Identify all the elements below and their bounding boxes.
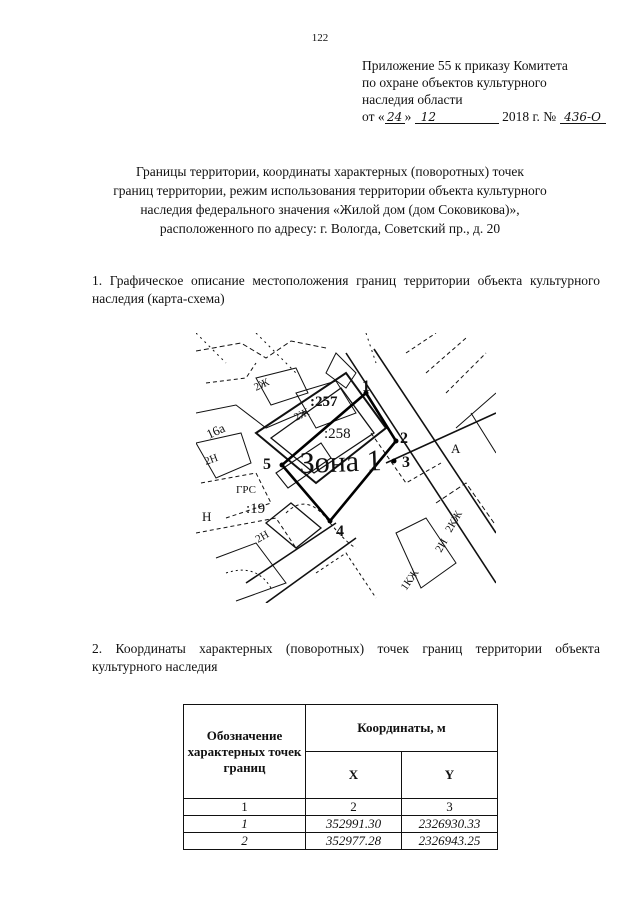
building-label: 2Н <box>202 451 220 468</box>
title-line-1: Границы территории, координаты характерных (поворотных) точек <box>136 164 524 179</box>
building-label: 1КЖ <box>398 567 422 593</box>
document-title <box>80 162 580 238</box>
date-prefix: от « <box>362 109 385 124</box>
column-index-row <box>184 799 498 816</box>
building-label: 2Н <box>433 536 451 555</box>
table-row <box>184 833 498 850</box>
building-label: 2Ж <box>252 376 272 394</box>
date-month: 12 <box>415 111 499 124</box>
point-label-5: 5 <box>263 456 271 473</box>
table-cell: 2326943.25 <box>402 833 498 850</box>
table-cell: 2 <box>184 833 306 850</box>
section-2-heading: 2. Координаты характерных (поворотных) точек границ территории объекта культурного наследия <box>92 641 600 674</box>
boundary-point-3 <box>392 459 397 464</box>
coordinates-table <box>183 704 498 850</box>
building-label: А <box>451 441 461 456</box>
title-line-4: расположенного по адресу: г. Вологда, Советский пр., д. 20 <box>159 221 501 236</box>
building-label: 2Ж <box>292 406 312 424</box>
building-label: 2КЖ <box>443 508 465 535</box>
building-label: 2Н <box>253 528 272 546</box>
point-label-1: 1 <box>362 378 370 395</box>
table-cell: 352991.30 <box>306 816 402 833</box>
table-cell: 1 <box>184 799 306 816</box>
cadastral-map-scheme <box>196 333 496 603</box>
date-mid: » <box>404 109 412 124</box>
appendix-line-1: Приложение 55 к приказу Комитета <box>362 58 568 73</box>
point-label-3: 3 <box>402 454 410 471</box>
section-1-heading: 1. Графическое описание местоположения границ территории объекта культурного наследия (карта-схема) <box>92 273 600 306</box>
parcel-label-19: :19 <box>246 501 266 517</box>
table-header-row <box>184 705 498 752</box>
col-y-header: Y <box>402 752 498 799</box>
title-line-3: наследия федерального значения «Жилой дом (дом Соковикова)», <box>140 202 520 217</box>
parcel-label-257: :257 <box>310 394 338 410</box>
zone-label: Зона 1 <box>299 444 383 480</box>
building-label: ГРС <box>236 484 256 496</box>
table-cell: 3 <box>402 799 498 816</box>
table-cell: 2326930.33 <box>402 816 498 833</box>
col-x-header: X <box>306 752 402 799</box>
table-cell: 352977.28 <box>306 833 402 850</box>
appendix-line-2: по охране объектов культурного <box>362 75 547 90</box>
point-label-4: 4 <box>336 523 344 540</box>
table-cell: 2 <box>306 799 402 816</box>
col-point-designation-header: Обозначение характерных точек границ <box>184 705 306 799</box>
date-day: 24 <box>385 111 405 124</box>
appendix-line-3: наследия области <box>362 92 463 107</box>
point-label-2: 2 <box>400 430 408 447</box>
page-number: 122 <box>311 32 329 44</box>
title-line-2: границ территории, режим использования территории объекта культурного <box>113 183 547 198</box>
order-number: 436-О <box>560 111 606 124</box>
parcel-label-258: :258 <box>324 426 351 442</box>
building-label: Н <box>202 509 212 524</box>
table-row <box>184 816 498 833</box>
boundary-point-2 <box>394 439 399 444</box>
coordinates-header: Координаты, м <box>306 705 498 752</box>
boundary-point-4 <box>328 519 333 524</box>
building-label: 16а <box>203 420 228 442</box>
date-year: 2018 г. № <box>502 109 557 124</box>
table-cell: 1 <box>184 816 306 833</box>
boundary-point-5 <box>280 463 285 468</box>
appendix-date-line <box>362 108 632 125</box>
appendix-block <box>362 57 632 125</box>
